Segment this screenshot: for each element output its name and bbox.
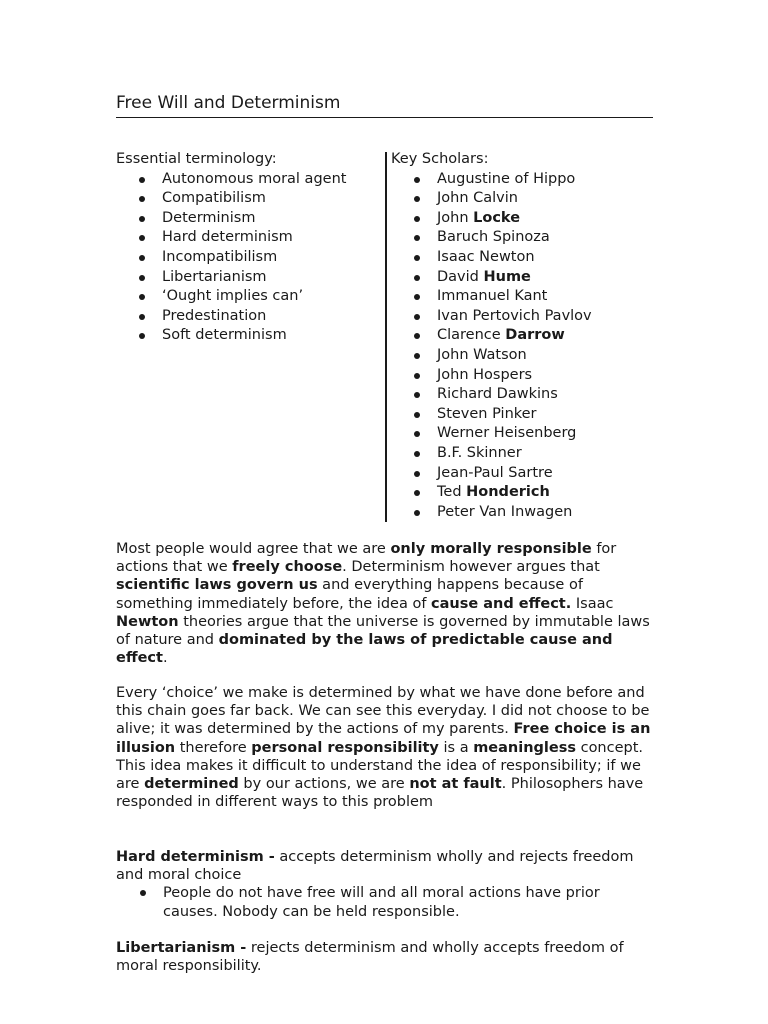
scholar-item: Augustine of Hippo — [391, 170, 653, 190]
scholar-item: B.F. Skinner — [391, 444, 653, 464]
scholar-item: Isaac Newton — [391, 248, 653, 268]
bullet-icon — [139, 177, 145, 183]
terminology-item: Autonomous moral agent — [116, 170, 378, 190]
bullet-icon — [140, 890, 146, 896]
scholar-item: Werner Heisenberg — [391, 424, 653, 444]
paragraph-responsibility: Most people would agree that we are only morally responsible for actions that we freely choose. Determinism however argues that scientific laws govern us and everything happens because of something immediately before, the idea of cause and effect. Isaac Newton theories argue that the universe is governed by immutable laws of nature and dominated by the laws of predictable cause and effect. — [116, 541, 650, 667]
bullet-icon — [139, 333, 145, 339]
scholar-item: Baruch Spinoza — [391, 228, 653, 248]
bullet-icon — [414, 333, 420, 339]
bullet-icon — [414, 294, 420, 300]
bullet-icon — [414, 177, 420, 183]
bullet-icon — [414, 373, 420, 379]
terminology-item: Soft determinism — [116, 326, 378, 346]
bullet-icon — [414, 510, 420, 516]
title-underline — [116, 117, 653, 118]
column-divider — [385, 152, 387, 522]
bullet-icon — [414, 471, 420, 477]
scholar-item: John Watson — [391, 346, 653, 366]
bullet-icon — [139, 294, 145, 300]
scholar-item: Steven Pinker — [391, 405, 653, 425]
scholar-item: Immanuel Kant — [391, 287, 653, 307]
section-libertarianism: Libertarianism - rejects determinism and wholly accepts freedom of moral responsibility. — [116, 940, 624, 975]
paragraph-choice: Every ‘choice’ we make is determined by what we have done before and this chain goes far back. We can see this everyday. I did not choose to be alive; it was determined by the actions of my parents. Free choice is an illusion therefore personal responsibility is a meaningless concept. This idea makes it difficult to understand the idea of responsibility; if we are determined by our actions, we are not at fault. Philosophers have responded in different ways to this problem — [116, 685, 651, 811]
bullet-icon — [139, 275, 145, 281]
terminology-item: Libertarianism — [116, 268, 378, 288]
bullet-icon — [414, 490, 420, 496]
bullet-icon — [414, 412, 420, 418]
terminology-heading: Essential terminology: — [116, 151, 277, 167]
bullet-icon — [414, 451, 420, 457]
bullet-icon — [414, 196, 420, 202]
terminology-column — [116, 150, 378, 346]
bullet-icon — [414, 392, 420, 398]
hard-determinism-list — [116, 884, 653, 920]
terminology-item: Determinism — [116, 209, 378, 229]
bullet-icon — [139, 196, 145, 202]
scholar-item: Richard Dawkins — [391, 385, 653, 405]
bullet-icon — [139, 235, 145, 241]
terminology-item: Compatibilism — [116, 189, 378, 209]
bullet-icon — [139, 255, 145, 261]
scholar-item: Clarence Darrow — [391, 326, 653, 346]
bullet-icon — [414, 353, 420, 359]
list-item: People do not have free will and all moral actions have prior causes. Nobody can be held responsible. — [116, 884, 653, 920]
scholars-heading: Key Scholars: — [391, 151, 489, 167]
terminology-item: ‘Ought implies can’ — [116, 287, 378, 307]
section-hard-determinism: Hard determinism - accepts determinism wholly and rejects freedom and moral choice People do not have free will and all moral actions have prior causes. Nobody can be held responsible. — [116, 848, 653, 921]
scholars-list — [391, 170, 653, 523]
scholar-item: Ted Honderich — [391, 483, 653, 503]
scholar-item: Ivan Pertovich Pavlov — [391, 307, 653, 327]
bullet-icon — [414, 275, 420, 281]
bullet-icon — [139, 314, 145, 320]
scholar-item: John Hospers — [391, 366, 653, 386]
scholars-column — [391, 150, 653, 522]
term-label: Libertarianism - — [116, 940, 247, 956]
page-title: Free Will and Determinism — [116, 93, 341, 113]
terminology-item: Predestination — [116, 307, 378, 327]
scholar-item: David Hume — [391, 268, 653, 288]
terminology-item: Hard determinism — [116, 228, 378, 248]
terminology-item: Incompatibilism — [116, 248, 378, 268]
terminology-list — [116, 170, 378, 346]
scholar-item: Jean-Paul Sartre — [391, 464, 653, 484]
scholar-item: John Locke — [391, 209, 653, 229]
scholar-item: Peter Van Inwagen — [391, 503, 653, 523]
bullet-icon — [139, 216, 145, 222]
bullet-icon — [414, 255, 420, 261]
bullet-icon — [414, 431, 420, 437]
bullet-icon — [414, 235, 420, 241]
term-label: Hard determinism - — [116, 849, 275, 865]
scholar-item: John Calvin — [391, 189, 653, 209]
bullet-icon — [414, 216, 420, 222]
bullet-icon — [414, 314, 420, 320]
